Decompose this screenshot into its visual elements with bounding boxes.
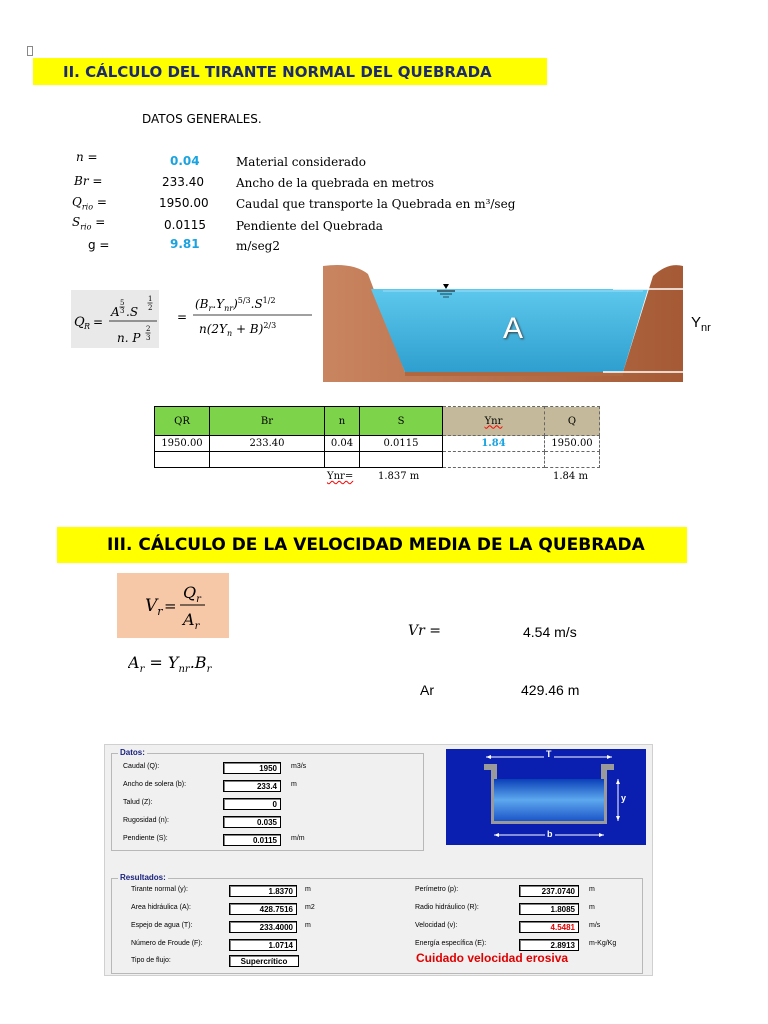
table-row xyxy=(155,436,600,452)
energia-especifica-output: 2.8913 xyxy=(519,939,579,951)
calc-table-grid xyxy=(154,406,600,468)
diagram-b-label: b xyxy=(547,829,553,839)
datos-row xyxy=(70,214,540,234)
table-empty-row xyxy=(155,452,600,468)
result-label: Número de Froude (F): xyxy=(131,940,203,947)
result-unit: m xyxy=(305,922,311,929)
datos-description: Material considerado xyxy=(236,155,366,169)
datos-symbol: n = xyxy=(76,150,98,164)
table-empty-cell xyxy=(545,452,600,468)
input-label: Ancho de solera (b): xyxy=(123,781,187,788)
table-empty-cell xyxy=(155,452,210,468)
svg-text:A: A xyxy=(111,305,120,319)
depth-label xyxy=(691,314,711,334)
table-empty-cell xyxy=(360,452,443,468)
result-label: Energía específica (E): xyxy=(415,940,487,947)
svg-text:=: = xyxy=(164,597,177,615)
datos-description: Pendiente del Quebrada xyxy=(236,219,383,233)
svg-text:Ar = Ynr.Br: $A_r = Y_{nr}.B_r$ xyxy=(128,653,212,675)
table-cell-n: 0.04 xyxy=(325,436,360,452)
table-header-br: Br xyxy=(210,407,325,436)
section-3-title-text: III. CÁLCULO DE LA VELOCIDAD MEDIA DE LA QUEBRADA xyxy=(107,535,645,555)
velocity-formula xyxy=(117,573,229,638)
table-header-qr: QR xyxy=(155,407,210,436)
diagram-y-label: y xyxy=(621,793,627,803)
area-formula-graphic xyxy=(128,650,228,680)
manning-formula-graphic xyxy=(71,290,159,348)
espejo-agua-output: 233.4000 xyxy=(229,921,297,933)
svg-text:1: 1 xyxy=(148,295,153,303)
area-label: A xyxy=(503,312,524,345)
resultados-fieldset-title: Resultados: xyxy=(120,873,166,882)
manning-expanded-graphic xyxy=(175,290,315,342)
result-label: Area hidráulica (A): xyxy=(131,904,191,911)
svg-text:Q: Q xyxy=(74,315,85,330)
svg-text:5: 5 xyxy=(120,299,125,307)
svg-text:=: = xyxy=(177,310,188,324)
table-header-q: Q xyxy=(545,407,600,436)
erosive-velocity-warning: Cuidado velocidad erosiva xyxy=(416,951,569,965)
result-unit: m-Kg/Kg xyxy=(589,940,617,947)
talud-input[interactable]: 0 xyxy=(223,798,281,810)
vr-value: 4.54 m/s xyxy=(523,624,577,640)
radio-hidraulico-output: 1.8085 xyxy=(519,903,579,915)
datos-description: Caudal que transporte la Quebrada en m³/seg xyxy=(236,197,516,211)
result-label: Tipo de flujo: xyxy=(131,957,171,964)
velocity-formula-graphic xyxy=(117,573,229,638)
result-unit: m xyxy=(589,904,595,911)
manning-formula xyxy=(71,290,159,348)
datos-value: 0.04 xyxy=(170,154,200,168)
table-cell-s: 0.0115 xyxy=(360,436,443,452)
rugosidad-input[interactable]: 0.035 xyxy=(223,816,281,828)
table-empty-cell xyxy=(443,452,545,468)
datos-symbol: $S_{rio}$ = xyxy=(72,215,106,232)
table-cell-br: 233.40 xyxy=(210,436,325,452)
datos-row xyxy=(70,234,540,254)
table-cell-qr: 1950.00 xyxy=(155,436,210,452)
table-cell-ynr: 1.84 xyxy=(443,436,545,452)
depth-label-main: Y xyxy=(691,314,702,331)
section-2-title-text: II. CÁLCULO DEL TIRANTE NORMAL DEL QUEBRADA xyxy=(63,62,492,81)
result-unit: m xyxy=(305,886,311,893)
datos-symbol: $Q_{rio}$ = xyxy=(72,195,107,212)
result-unit: m/s xyxy=(589,922,601,929)
calc-table xyxy=(154,406,600,468)
result-label: Perímetro (p): xyxy=(415,886,459,893)
channel-cross-section-figure xyxy=(323,264,711,382)
input-label: Caudal (Q): xyxy=(123,763,160,770)
hcanales-panel xyxy=(104,744,653,976)
datos-description: Ancho de la quebrada en metros xyxy=(236,176,435,190)
input-unit: m/m xyxy=(291,835,305,842)
result-unit: m2 xyxy=(305,904,315,911)
froude-output: 1.0714 xyxy=(229,939,297,951)
datos-value: 9.81 xyxy=(170,237,200,251)
datos-value: 0.0115 xyxy=(164,218,206,232)
svg-text:Vr: $V_r$ xyxy=(145,596,163,618)
input-label: Talud (Z): xyxy=(123,799,153,806)
datos-row xyxy=(70,150,540,170)
tirante-normal-output: 1.8370 xyxy=(229,885,297,897)
datos-row xyxy=(70,171,540,191)
datos-value: 233.40 xyxy=(162,175,204,189)
area-formula xyxy=(128,650,228,680)
table-empty-cell xyxy=(210,452,325,468)
tipo-flujo-output: Supercrítico xyxy=(229,955,299,967)
diagram-t-label: T xyxy=(546,749,552,759)
manning-expanded-formula xyxy=(175,290,315,342)
input-unit: m3/s xyxy=(291,763,307,770)
depth-label-sub: nr xyxy=(701,322,711,334)
margin-mark xyxy=(27,46,33,56)
result-label: Espejo de agua (T): xyxy=(131,922,193,929)
table-header-row xyxy=(155,407,600,436)
datos-description: m/seg2 xyxy=(236,239,280,253)
ancho-solera-input[interactable]: 233.4 xyxy=(223,780,281,792)
table-cell-q: 1950.00 xyxy=(545,436,600,452)
datos-symbol: Br = xyxy=(74,174,103,188)
svg-text:3: 3 xyxy=(120,307,125,315)
result-unit: m xyxy=(589,886,595,893)
rectangular-channel-diagram xyxy=(446,749,646,845)
datos-symbol: g = xyxy=(88,238,110,252)
svg-text:2: 2 xyxy=(148,304,153,312)
table-header-n: n xyxy=(325,407,360,436)
table-empty-cell xyxy=(325,452,360,468)
datos-value: 1950.00 xyxy=(159,196,209,210)
input-label: Pendiente (S): xyxy=(123,835,168,842)
svg-text:=: = xyxy=(93,315,104,329)
svg-text:n. P: n. P xyxy=(117,331,141,345)
area-hidraulica-output: 428.7516 xyxy=(229,903,297,915)
input-label: Rugosidad (n): xyxy=(123,817,169,824)
input-unit: m xyxy=(291,781,297,788)
pendiente-input[interactable]: 0.0115 xyxy=(223,834,281,846)
velocidad-output: 4.5481 xyxy=(519,921,579,933)
table-header-ynr: Ynr xyxy=(443,407,545,436)
ynr-summary-value: 1.837 m xyxy=(378,471,420,482)
datos-row xyxy=(70,192,540,214)
svg-text:2: 2 xyxy=(146,325,151,333)
svg-text:.S: .S xyxy=(126,305,139,319)
section-3-title xyxy=(57,527,687,563)
svg-text:Ar: $A_r$ xyxy=(183,610,200,632)
vr-label: Vr = xyxy=(408,623,441,639)
datos-fieldset-title: Datos: xyxy=(120,748,145,757)
result-label: Radio hidráulico (R): xyxy=(415,904,479,911)
svg-text:3: 3 xyxy=(146,334,151,342)
perimetro-output: 237.0740 xyxy=(519,885,579,897)
section-2-title xyxy=(33,58,547,85)
svg-text:(Br.Ynr)5/3.S1/2: $(B_r.Y_{nr})^{5/3}.S^{1/2}$ xyxy=(195,296,276,313)
result-label: Velocidad (v): xyxy=(415,922,458,929)
datos-heading: DATOS GENERALES. xyxy=(142,112,262,126)
table-header-s: S xyxy=(360,407,443,436)
svg-text:n(2Yn + B)2/3: $n(2Y_n + B)^{2/3}$ xyxy=(199,321,277,338)
ar-value: 429.46 m xyxy=(521,682,580,698)
ar-label: Ar xyxy=(420,682,434,698)
caudal-input[interactable]: 1950 xyxy=(223,762,281,774)
svg-text:R: R xyxy=(84,322,91,331)
ynr-summary-label: Ynr= xyxy=(327,471,354,482)
svg-text:Qr: $Q_r$ xyxy=(183,583,201,605)
result-label: Tirante normal (y): xyxy=(131,886,188,893)
q-summary-value: 1.84 m xyxy=(553,471,588,482)
